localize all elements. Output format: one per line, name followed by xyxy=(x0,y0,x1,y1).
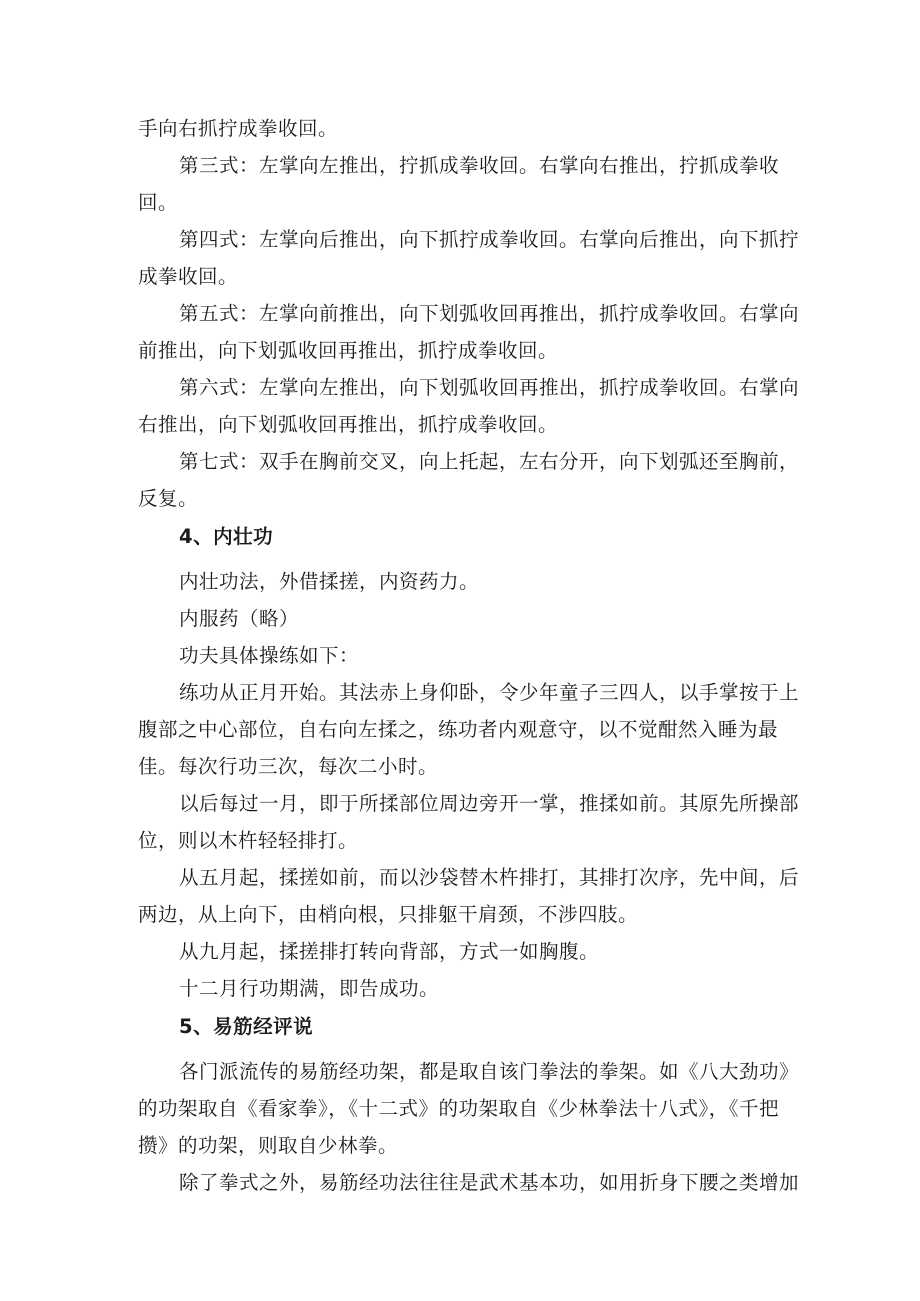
section-heading-4: 4、内壮功 xyxy=(179,525,274,548)
section-heading-5: 5、易筋经评说 xyxy=(179,1015,314,1038)
paragraph-neizhuang-intro: 内壮功法，外借揉搓，内资药力。 xyxy=(179,570,480,593)
paragraph-form-6: 第六式：左掌向左推出，向下划弧收回再推出，抓拧成拳收回。右掌向右推出，向下划弧收回再推出，抓拧成拳收回。 xyxy=(138,376,800,436)
document-body xyxy=(138,110,808,1201)
paragraph-form-4: 第四式：左掌向后推出，向下抓拧成拳收回。右掌向后推出，向下抓拧成拳收回。 xyxy=(138,228,800,288)
paragraph-fifth-month: 从五月起，揉搓如前，而以沙袋替木杵排打，其排打次序，先中间，后两边，从上向下，由梢向根，只排躯干肩颈，不涉四肢。 xyxy=(138,866,800,926)
paragraph-continuation: 手向右抓拧成拳收回。 xyxy=(138,117,339,140)
paragraph-practice-intro: 功夫具体操练如下： xyxy=(179,644,360,667)
paragraph-basic-skills: 除了拳式之外，易筋经功法往往是武术基本功，如用折身下腰之类增加 xyxy=(179,1171,800,1194)
paragraph-each-month: 以后每过一月，即于所揉部位周边旁开一掌，推揉如前。其原先所操部位，则以木杵轻轻排打。 xyxy=(138,792,800,852)
paragraph-twelfth-month: 十二月行功期满，即告成功。 xyxy=(179,977,440,1000)
paragraph-ninth-month: 从九月起，揉搓排打转向背部，方式一如胸腹。 xyxy=(179,940,600,963)
paragraph-schools: 各门派流传的易筋经功架，都是取自该门拳法的拳架。如《八大劲功》的功架取自《看家拳》，《十二式》的功架取自《少林拳法十八式》，《千把攒》的功架，则取自少林拳。 xyxy=(138,1060,800,1157)
paragraph-first-month: 练功从正月开始。其法赤上身仰卧，令少年童子三四人，以手掌按于上腹部之中心部位，自右向左揉之，练功者内观意守，以不觉酣然入睡为最佳。每次行功三次，每次二小时。 xyxy=(138,681,800,778)
paragraph-medicine: 内服药（略） xyxy=(179,607,300,630)
paragraph-form-7: 第七式：双手在胸前交叉，向上托起，左右分开，向下划弧还至胸前，反复。 xyxy=(138,450,800,510)
paragraph-form-3: 第三式：左掌向左推出，拧抓成拳收回。右掌向右推出，拧抓成拳收回。 xyxy=(138,154,780,214)
paragraph-form-5: 第五式：左掌向前推出，向下划弧收回再推出，抓拧成拳收回。右掌向前推出，向下划弧收回再推出，抓拧成拳收回。 xyxy=(138,302,800,362)
